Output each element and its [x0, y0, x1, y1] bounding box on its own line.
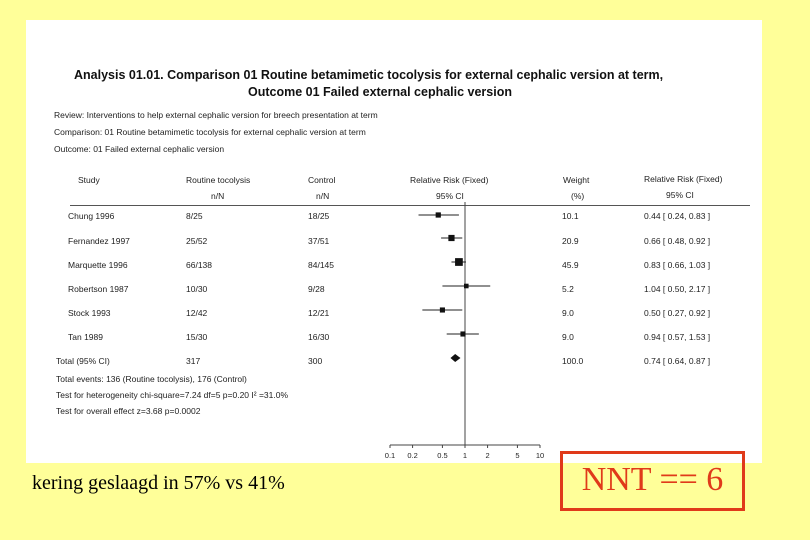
row-treat: 8/25 — [186, 211, 203, 221]
total-label: Total (95% CI) — [56, 356, 110, 366]
row-weight: 20.9 — [562, 236, 579, 246]
total-control: 300 — [308, 356, 323, 366]
study-marker — [440, 307, 445, 312]
analysis-title-line2: Outcome 01 Failed external cephalic version — [248, 85, 512, 99]
total-diamond — [450, 354, 460, 362]
row-treat: 10/30 — [186, 284, 208, 294]
row-study: Tan 1989 — [68, 332, 103, 342]
header-weight: Weight — [563, 175, 590, 185]
row-treat: 66/138 — [186, 260, 212, 270]
header-control-sub: n/N — [316, 191, 330, 201]
row-control: 12/21 — [308, 308, 330, 318]
header-study: Study — [78, 175, 100, 185]
row-study: Fernandez 1997 — [68, 236, 130, 246]
total-weight: 100.0 — [562, 356, 584, 366]
row-ci: 0.94 [ 0.57, 1.53 ] — [644, 332, 711, 342]
slide-caption: kering geslaagd in 57% vs 41% — [32, 472, 285, 494]
row-control: 16/30 — [308, 332, 330, 342]
header-treatment: Routine tocolysis — [186, 175, 251, 185]
x-tick-label: 0.5 — [437, 451, 448, 460]
meta-comparison: Comparison: 01 Routine betamimetic tocolysis for external cephalic version at term — [54, 127, 366, 137]
study-marker — [464, 284, 469, 289]
row-control: 18/25 — [308, 211, 330, 221]
study-marker — [448, 235, 454, 241]
row-control: 37/51 — [308, 236, 330, 246]
row-control: 84/145 — [308, 260, 334, 270]
row-weight: 5.2 — [562, 284, 574, 294]
study-marker — [455, 258, 463, 266]
row-treat: 25/52 — [186, 236, 208, 246]
row-treat: 12/42 — [186, 308, 208, 318]
study-marker — [436, 212, 441, 217]
header-weight-sub: (%) — [571, 191, 585, 201]
row-treat: 15/30 — [186, 332, 208, 342]
row-ci: 0.83 [ 0.66, 1.03 ] — [644, 260, 711, 270]
header-rr2: Relative Risk (Fixed) — [644, 174, 723, 184]
row-weight: 10.1 — [562, 211, 579, 221]
total-treat: 317 — [186, 356, 201, 366]
row-weight: 45.9 — [562, 260, 579, 270]
slide-figure-panel — [26, 20, 762, 463]
total-ci: 0.74 [ 0.64, 0.87 ] — [644, 356, 711, 366]
analysis-title-line1: Analysis 01.01. Comparison 01 Routine betamimetic tocolysis for external cephalic version at term, — [74, 68, 664, 82]
meta-outcome: Outcome: 01 Failed external cephalic version — [54, 144, 225, 154]
forest-plot — [386, 200, 546, 460]
nnt-label: NNT == 6 — [581, 461, 724, 498]
header-control: Control — [308, 175, 336, 185]
study-marker — [460, 331, 465, 336]
row-ci: 1.04 [ 0.50, 2.17 ] — [644, 284, 711, 294]
footer-overall-effect: Test for overall effect z=3.68 p=0.0002 — [56, 406, 201, 416]
row-study: Marquette 1996 — [68, 260, 128, 270]
x-tick-label: 10 — [535, 451, 545, 460]
header-rr: Relative Risk (Fixed) — [410, 175, 489, 185]
x-tick-label: 0.2 — [407, 451, 418, 460]
x-tick-label: 5 — [515, 451, 520, 460]
header-rr2-sub: 95% CI — [666, 190, 694, 200]
x-tick-label: 1 — [462, 451, 468, 460]
row-ci: 0.66 [ 0.48, 0.92 ] — [644, 236, 711, 246]
header-rr-sub: 95% CI — [436, 191, 464, 201]
row-study: Stock 1993 — [68, 308, 111, 318]
row-study: Robertson 1987 — [68, 284, 129, 294]
footer-events: Total events: 136 (Routine tocolysis), 176 (Control) — [56, 374, 247, 384]
x-tick-label: 2 — [485, 451, 490, 460]
row-study: Chung 1996 — [68, 211, 115, 221]
nnt-callout-box — [560, 451, 745, 511]
footer-heterogeneity: Test for heterogeneity chi-square=7.24 df=5 p=0.20 I² =31.0% — [56, 390, 289, 400]
header-treatment-sub: n/N — [211, 191, 225, 201]
row-weight: 9.0 — [562, 308, 574, 318]
row-ci: 0.44 [ 0.24, 0.83 ] — [644, 211, 711, 221]
meta-review: Review: Interventions to help external cephalic version for breech presentation at term — [54, 110, 378, 120]
row-control: 9/28 — [308, 284, 325, 294]
row-ci: 0.50 [ 0.27, 0.92 ] — [644, 308, 711, 318]
x-tick-label: 0.1 — [384, 451, 396, 460]
row-weight: 9.0 — [562, 332, 574, 342]
